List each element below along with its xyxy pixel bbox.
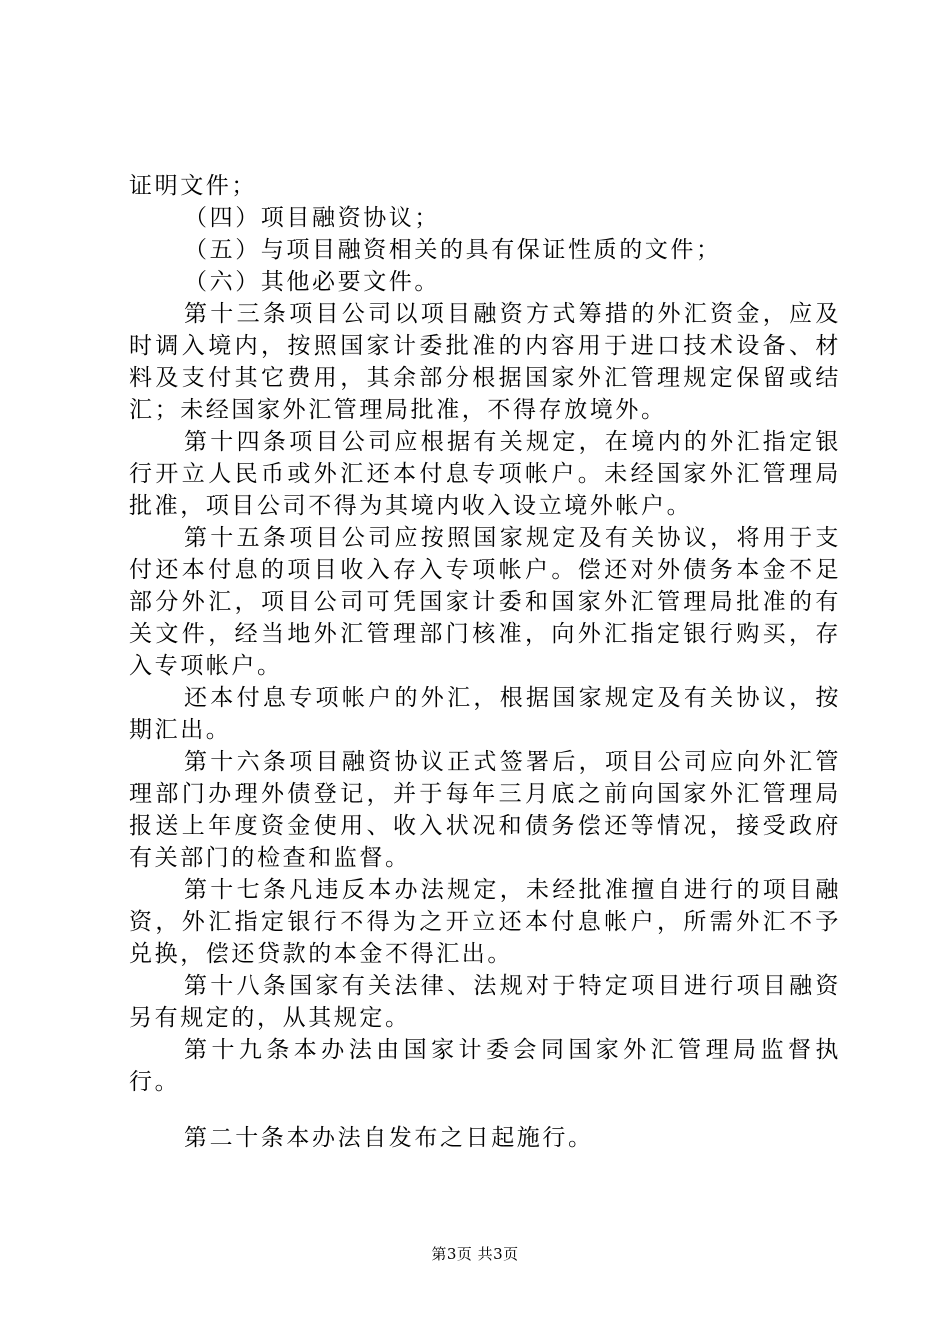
article-13: 第十三条项目公司以项目融资方式筹措的外汇资金，应及时调入境内，按照国家计委批准的内容用于进口技术设备、材料及支付其它费用，其余部分根据国家外汇管理规定保留或结汇；未经国家外汇管理局批准，不得存放境外。 (129, 301, 841, 423)
article-17: 第十七条凡违反本办法规定，未经批准擅自进行的项目融资，外汇指定银行不得为之开立还本付息帐户，所需外汇不予兑换，偿还贷款的本金不得汇出。 (129, 877, 841, 967)
article-20: 第二十条本办法自发布之日起施行。 (184, 1125, 594, 1151)
page-footer (0, 1243, 950, 1264)
list-item-5: （五）与项目融资相关的具有保证性质的文件； (184, 237, 722, 263)
article-18: 第十八条国家有关法律、法规对于特定项目进行项目融资另有规定的，从其规定。 (129, 973, 841, 1031)
page-number: 第3页 共3页 (431, 1245, 519, 1263)
article-14: 第十四条项目公司应根据有关规定，在境内的外汇指定银行开立人民币或外汇还本付息专项帐户。未经国家外汇管理局批准，项目公司不得为其境内收入设立境外帐户。 (129, 429, 841, 519)
list-item-4: （四）项目融资协议； (184, 205, 440, 231)
paragraph-continuation: 证明文件； (129, 173, 257, 199)
article-16: 第十六条项目融资协议正式签署后，项目公司应向外汇管理部门办理外债登记，并于每年三月底之前向国家外汇管理局报送上年度资金使用、收入状况和债务偿还等情况，接受政府有关部门的检查和监督。 (129, 749, 841, 871)
article-15-clause-2: 还本付息专项帐户的外汇，根据国家规定及有关协议，按期汇出。 (129, 685, 841, 743)
document-body (129, 170, 841, 1154)
article-19: 第十九条本办法由国家计委会同国家外汇管理局监督执行。 (129, 1037, 841, 1095)
article-15: 第十五条项目公司应按照国家规定及有关协议，将用于支付还本付息的项目收入存入专项帐户。偿还对外债务本金不足部分外汇，项目公司可凭国家计委和国家外汇管理局批准的有关文件，经当地外汇管理部门核准，向外汇指定银行购买，存入专项帐户。 (129, 525, 841, 679)
list-item-6: （六）其他必要文件。 (184, 269, 440, 295)
